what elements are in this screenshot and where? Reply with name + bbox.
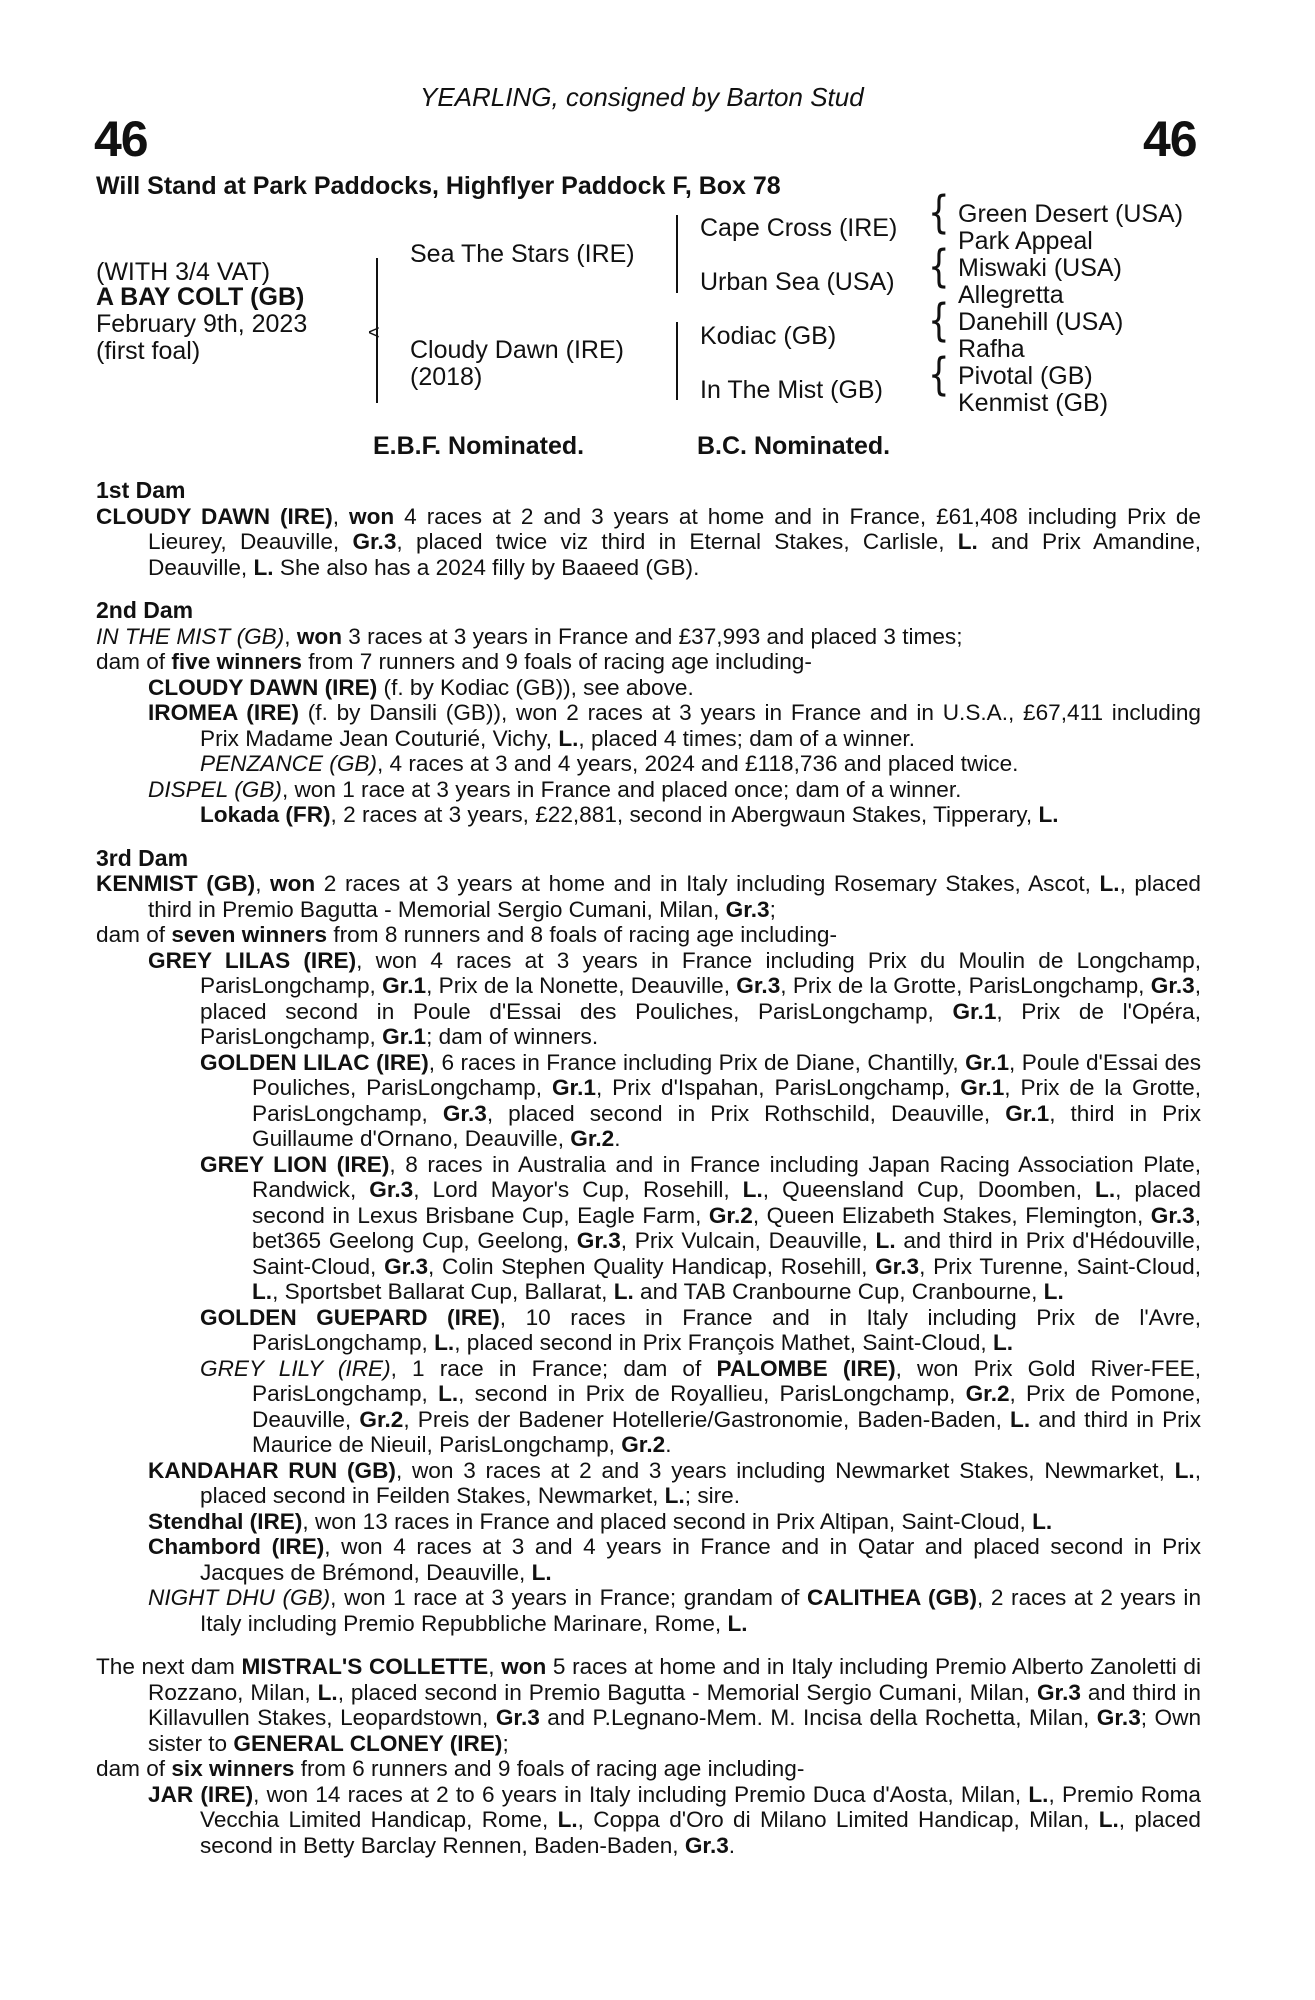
text: , Preis der Badener Hotellerie/Gastronomie, Baden-Baden,	[403, 1406, 1011, 1432]
produce-grey-lilas	[96, 948, 1201, 1050]
text: 5 races at home and in Italy including Premio Alberto Zanoletti di Rozzano, Milan,	[148, 1654, 1202, 1705]
grade: Gr.3	[442, 1100, 487, 1126]
grade: L.	[727, 1610, 748, 1636]
grade: L.	[664, 1483, 685, 1508]
text: and third in Prix d'Hédouville, Saint-Cloud,	[252, 1228, 1201, 1279]
won-label: won	[349, 503, 395, 529]
produce-name: NIGHT DHU (GB)	[148, 1585, 331, 1610]
grade: Gr.3	[736, 973, 781, 998]
produce-name: GOLDEN GUEPARD (IRE)	[200, 1304, 500, 1330]
grade: L.	[1032, 1508, 1053, 1534]
grade: L.	[1010, 1406, 1031, 1432]
text: 4 races at 2 and 3 years at home and in France, £61,408 including Prix de Lieurey, Deauville,	[148, 503, 1201, 554]
grade: Gr.3	[684, 1832, 729, 1858]
text: , won 13 races in France and placed second in Prix Altipan, Saint-Cloud,	[302, 1508, 1033, 1534]
produce-lokada	[96, 802, 1201, 828]
text: and Prix Amandine, Deauville,	[148, 529, 1201, 580]
produce-chambord	[96, 1534, 1201, 1585]
text: , placed 4 times; dam of a winner.	[578, 725, 915, 751]
second-dam-produce	[96, 649, 1201, 675]
text: , 4 races at 3 and 4 years, 2024 and £118,736 and placed twice.	[377, 751, 1019, 776]
bc-nominated: B.C. Nominated.	[697, 432, 891, 460]
text: ; sire.	[684, 1483, 741, 1508]
grade: Gr.3	[725, 896, 770, 922]
text: , won 1 race at 3 years in France; grandam of	[330, 1585, 808, 1610]
text: , 2 races at 2 years in Italy including Premio Repubbliche Marinare, Rome,	[200, 1585, 1202, 1636]
grade: L.	[875, 1228, 896, 1253]
grade: Gr.3	[495, 1705, 540, 1730]
text: , won 3 races at 2 and 3 years including Newmarket Stakes, Newmarket,	[395, 1457, 1175, 1483]
text: , Prix de la Nonette, Deauville,	[426, 973, 737, 998]
text: ,	[488, 1654, 502, 1679]
produce-name: JAR (IRE)	[148, 1781, 254, 1807]
brace-sds: {	[928, 241, 950, 293]
grade: Gr.3	[369, 1177, 414, 1202]
pedigree-sss: Green Desert (USA)	[958, 200, 1184, 228]
text: , bet365 Geelong Cup, Geelong,	[252, 1202, 1201, 1253]
produce-name: GOLDEN LILAC (IRE)	[200, 1049, 429, 1075]
grade: Gr.2	[965, 1381, 1010, 1406]
stand-location: Will Stand at Park Paddocks, Highflyer Paddock F, Box 78	[96, 172, 781, 200]
produce-jar	[96, 1782, 1201, 1859]
produce-name: DISPEL (GB)	[148, 776, 282, 802]
grade: Gr.1	[551, 1075, 596, 1100]
winners-count: six winners	[171, 1756, 295, 1781]
produce-name: IROMEA (IRE)	[148, 700, 300, 725]
grade: Gr.2	[621, 1432, 666, 1457]
produce-name: Lokada (FR)	[200, 802, 331, 827]
text: , third in Prix Guillaume d'Ornano, Deauville,	[252, 1100, 1201, 1151]
produce-cloudy-dawn	[96, 675, 1201, 701]
grade: L.	[1028, 1781, 1049, 1807]
grade: L.	[317, 1679, 338, 1705]
pedigree-brace-sire	[676, 215, 678, 293]
next-dam-entry	[96, 1654, 1201, 1756]
text: .	[728, 1832, 736, 1858]
text: , Queen Elizabeth Stakes, Flemington,	[752, 1202, 1151, 1228]
third-dam-entry: KENMIST (GB), won 2 races at 3 years at home and in Italy including Rosemary Stakes, Ascot, L., placed third in Premio Bagutta - Memorial Sergio Cumani, Milan, Gr.3;	[96, 871, 1201, 922]
grade: Gr.3	[875, 1253, 920, 1279]
produce-name: GREY LILY (IRE)	[200, 1355, 391, 1381]
produce-night-dhu	[96, 1585, 1201, 1636]
pedigree-sire-dam: Urban Sea (USA)	[700, 268, 895, 296]
text: , won Prix Gold River-FEE, ParisLongchamp,	[252, 1355, 1202, 1406]
grade: L.	[742, 1177, 763, 1202]
grade: L.	[531, 1559, 552, 1585]
text: , won 14 races at 2 to 6 years in Italy including Premio Duca d'Aosta, Milan,	[253, 1781, 1029, 1807]
text: , won 4 races at 3 years in France including Prix du Moulin de Longchamp, ParisLongchamp,	[200, 947, 1202, 998]
grade: L.	[957, 529, 978, 554]
produce-name: CALITHEA (GB)	[807, 1585, 977, 1610]
produce-name: Chambord (IRE)	[148, 1534, 325, 1559]
won-label: won	[296, 623, 343, 649]
brace-dss: {	[928, 295, 950, 347]
text: , Prix Vulcain, Deauville,	[620, 1228, 876, 1253]
text: , Prix de la Grotte, ParisLongchamp,	[252, 1075, 1202, 1126]
third-dam-name: KENMIST (GB)	[96, 871, 256, 896]
text: 2 races at 3 years at home and in Italy including Rosemary Stakes, Ascot,	[315, 871, 1100, 896]
text: , placed second in Poule d'Essai des Pouliches, ParisLongchamp,	[200, 973, 1201, 1024]
text: , placed second in Prix Rothschild, Deauville,	[486, 1100, 1006, 1126]
text: , 6 races in France including Prix de Diane, Chantilly,	[428, 1049, 966, 1075]
produce-grey-lily	[96, 1356, 1201, 1458]
grade: Gr.1	[1005, 1100, 1050, 1126]
grade: L.	[613, 1279, 634, 1304]
pedigree-sds: Miswaki (USA)	[958, 254, 1122, 282]
text: , Poule d'Essai des Pouliches, ParisLongchamp,	[252, 1049, 1201, 1100]
catalogue-body	[96, 478, 1201, 1858]
produce-stendhal	[96, 1509, 1201, 1535]
text: , placed second in Prix François Mathet, Saint-Cloud,	[454, 1330, 993, 1355]
text: , Queensland Cup, Doomben,	[762, 1177, 1096, 1202]
produce-name: CLOUDY DAWN (IRE)	[148, 674, 378, 700]
grade: Gr.1	[382, 1024, 427, 1049]
grade: L.	[253, 554, 274, 580]
grade: Gr.3	[1150, 973, 1195, 998]
grade: Gr.1	[965, 1049, 1010, 1075]
grade: Gr.2	[708, 1202, 753, 1228]
lot-number-left: 46	[94, 111, 148, 167]
second-dam-entry: IN THE MIST (GB), won 3 races at 3 years in France and £37,993 and placed 3 times;	[96, 623, 963, 649]
produce-name: Stendhal (IRE)	[148, 1508, 303, 1534]
text: dam of	[96, 922, 172, 947]
grade: L.	[558, 725, 579, 751]
grade: L.	[1095, 1177, 1116, 1202]
winners-count: five winners	[171, 649, 302, 674]
produce-name: PENZANCE (GB)	[200, 751, 377, 776]
grade: L.	[252, 1279, 273, 1304]
second-dam-heading: 2nd Dam	[96, 597, 194, 623]
produce-name: GREY LION (IRE)	[200, 1151, 390, 1177]
first-dam-entry: CLOUDY DAWN (IRE), won 4 races at 2 and 3 years at home and in France, £61,408 including Prix de Lieurey, Deauville, Gr.3, placed twice viz third in Eternal Stakes, Carlisle, L. and Prix Amandine, Deauville, L. She also has a 2024 filly by Baaeed (GB).	[96, 503, 1201, 580]
third-dam-heading: 3rd Dam	[96, 844, 189, 871]
brace-dds: {	[928, 349, 950, 401]
text: , placed second in Feilden Stakes, Newmarket,	[200, 1457, 1201, 1508]
won-label: won	[501, 1654, 547, 1679]
text: , placed third in Premio Bagutta - Memorial Sergio Cumani, Milan,	[148, 871, 1201, 922]
pedigree-ssd: Park Appeal	[958, 227, 1093, 255]
grade: L.	[1099, 871, 1120, 896]
text: ;	[769, 896, 776, 922]
text: from 8 runners and 8 foals of racing age including-	[327, 922, 837, 947]
grade: Gr.2	[359, 1406, 404, 1432]
horse-name: A BAY COLT (GB)	[96, 283, 305, 311]
text: , 10 races in France and in Italy including Prix de l'Avre, ParisLongchamp,	[252, 1304, 1201, 1355]
brace-sss: {	[928, 187, 950, 239]
pedigree-dsd: Rafha	[958, 335, 1025, 363]
text: , 2 races at 3 years, £22,881, second in Abergwaun Stakes, Tipperary,	[330, 802, 1039, 827]
text: 3 races at 3 years in France and £37,993 and placed 3 times;	[342, 623, 963, 649]
grade: L.	[557, 1807, 578, 1832]
grade: L.	[1174, 1457, 1195, 1483]
text: .	[665, 1432, 672, 1457]
text: She also has a 2024 filly by Baaeed (GB).	[273, 554, 700, 580]
grade: Gr.3	[1036, 1679, 1081, 1705]
grade: L.	[1098, 1807, 1119, 1832]
pedigree-dss: Danehill (USA)	[958, 308, 1124, 336]
text: , Prix de l'Opéra, ParisLongchamp,	[200, 998, 1202, 1049]
text: dam of	[96, 649, 172, 674]
vat-note: (WITH 3/4 VAT)	[96, 258, 271, 286]
second-dam-name: IN THE MIST (GB)	[96, 623, 285, 649]
grade: Gr.3	[384, 1253, 429, 1279]
text: dam of	[96, 1756, 172, 1781]
text: , Coppa d'Oro di Milano Limited Handicap, Milan,	[577, 1807, 1099, 1832]
text: , placed second in Premio Bagutta - Memorial Sergio Cumani, Milan,	[337, 1679, 1037, 1705]
page-subtitle: YEARLING, consigned by Barton Stud	[420, 82, 864, 112]
text: , placed twice viz third in Eternal Stakes, Carlisle,	[396, 529, 958, 554]
ebf-nominated: E.B.F. Nominated.	[373, 432, 585, 460]
pedigree-dam: Cloudy Dawn (IRE)	[410, 336, 624, 364]
grade: L.	[438, 1381, 459, 1406]
text: , Lord Mayor's Cup, Rosehill,	[413, 1177, 743, 1202]
grade: L.	[1038, 802, 1059, 827]
pedigree-dam-year: (2018)	[410, 363, 483, 391]
produce-grey-lion	[96, 1152, 1201, 1305]
produce-iromea	[96, 700, 1201, 751]
grade: Gr.2	[570, 1126, 615, 1151]
text: , 8 races in Australia and in France including Japan Racing Association Plate, Randwick,	[252, 1151, 1201, 1202]
grade: Gr.3	[1150, 1202, 1195, 1228]
text: and P.Legnano-Mem. M. Incisa della Rochetta, Milan,	[539, 1705, 1097, 1730]
text: .	[614, 1126, 621, 1151]
pedigree-dam-dam: In The Mist (GB)	[700, 376, 883, 404]
pedigree-sdd: Allegretta	[958, 281, 1064, 309]
won-label: won	[270, 871, 316, 896]
produce-golden-lilac	[96, 1050, 1201, 1152]
lot-number-right: 46	[1143, 111, 1197, 167]
text: , Premio Roma Vecchia Limited Handicap, Rome,	[200, 1781, 1201, 1832]
text: and third in Prix Maurice de Nieuil, ParisLongchamp,	[252, 1406, 1201, 1457]
grade: Gr.3	[1096, 1705, 1141, 1730]
produce-penzance	[96, 751, 1201, 777]
text: ; dam of winners.	[426, 1024, 599, 1049]
grade: Gr.3	[576, 1228, 621, 1253]
produce-name: KANDAHAR RUN (GB)	[148, 1457, 396, 1483]
text: , 1 race in France; dam of	[390, 1355, 717, 1381]
text: , won 4 races at 3 and 4 years in France and in Qatar and placed second in Prix Jacques de Brémond, Deauville,	[200, 1534, 1201, 1585]
next-dam-produce	[96, 1756, 1201, 1782]
text: ; Own sister to	[148, 1705, 1202, 1756]
grade: Gr.1	[960, 1075, 1005, 1100]
text: , Colin Stephen Quality Handicap, Rosehill,	[428, 1253, 876, 1279]
text: from 6 runners and 9 foals of racing age including-	[294, 1756, 805, 1781]
grade: Gr.1	[952, 998, 997, 1024]
produce-name: GREY LILAS (IRE)	[148, 947, 357, 973]
pedigree-sire-sire: Cape Cross (IRE)	[700, 214, 898, 242]
third-dam-produce	[96, 922, 1201, 948]
text: and TAB Cranbourne Cup, Cranbourne,	[633, 1279, 1044, 1304]
text: (f. by Dansili (GB)), won 2 races at 3 years in France and in U.S.A., £67,411 including Prix Madame Jean Couturié, Vichy,	[200, 700, 1201, 751]
produce-name: PALOMBE (IRE)	[716, 1355, 896, 1381]
pedigree-dds: Pivotal (GB)	[958, 362, 1093, 390]
first-dam-heading: 1st Dam	[96, 477, 186, 503]
horse-note: (first foal)	[96, 337, 201, 365]
text: , second in Prix de Royallieu, ParisLongchamp,	[458, 1381, 966, 1406]
text: ;	[502, 1730, 509, 1756]
next-dam-name: MISTRAL'S COLLETTE	[241, 1654, 489, 1679]
text: , Prix de la Grotte, ParisLongchamp,	[780, 973, 1151, 998]
text: and third in Killavullen Stakes, Leopardstown,	[148, 1679, 1201, 1730]
pedigree-dam-sire: Kodiac (GB)	[700, 322, 837, 350]
text: , Sportsbet Ballarat Cup, Ballarat,	[272, 1279, 614, 1304]
text: from 7 runners and 9 foals of racing age including-	[301, 649, 812, 674]
text: , won 1 race at 3 years in France and placed once; dam of a winner.	[281, 776, 962, 802]
horse-dob: February 9th, 2023	[96, 310, 308, 338]
pedigree-brace-dam	[676, 322, 678, 400]
text: The next dam	[96, 1654, 242, 1679]
grade: Gr.3	[352, 529, 397, 554]
text: (f. by Kodiac (GB)), see above.	[377, 674, 694, 700]
text: , Prix d'Ispahan, ParisLongchamp,	[595, 1075, 961, 1100]
pedigree-ddd: Kenmist (GB)	[958, 389, 1109, 417]
text: , placed second in Betty Barclay Rennen, Baden-Baden,	[200, 1807, 1201, 1858]
text: , Prix de Pomone, Deauville,	[252, 1381, 1201, 1432]
winners-count: seven winners	[171, 922, 328, 947]
produce-dispel	[96, 777, 1201, 803]
pedigree-sire: Sea The Stars (IRE)	[410, 240, 635, 268]
grade: L.	[992, 1330, 1014, 1355]
grade: L.	[434, 1330, 455, 1355]
produce-kandahar-run	[96, 1458, 1201, 1509]
produce-name: GENERAL CLONEY (IRE)	[233, 1730, 503, 1756]
text: , placed second in Lexus Brisbane Cup, Eagle Farm,	[252, 1177, 1202, 1228]
grade: Gr.1	[382, 973, 427, 998]
pedigree-brace-tip: <	[368, 322, 380, 344]
grade: L.	[1043, 1279, 1064, 1304]
first-dam-name: CLOUDY DAWN (IRE)	[96, 503, 333, 529]
text: , Prix Turenne, Saint-Cloud,	[919, 1253, 1201, 1279]
produce-golden-guepard	[96, 1305, 1201, 1356]
